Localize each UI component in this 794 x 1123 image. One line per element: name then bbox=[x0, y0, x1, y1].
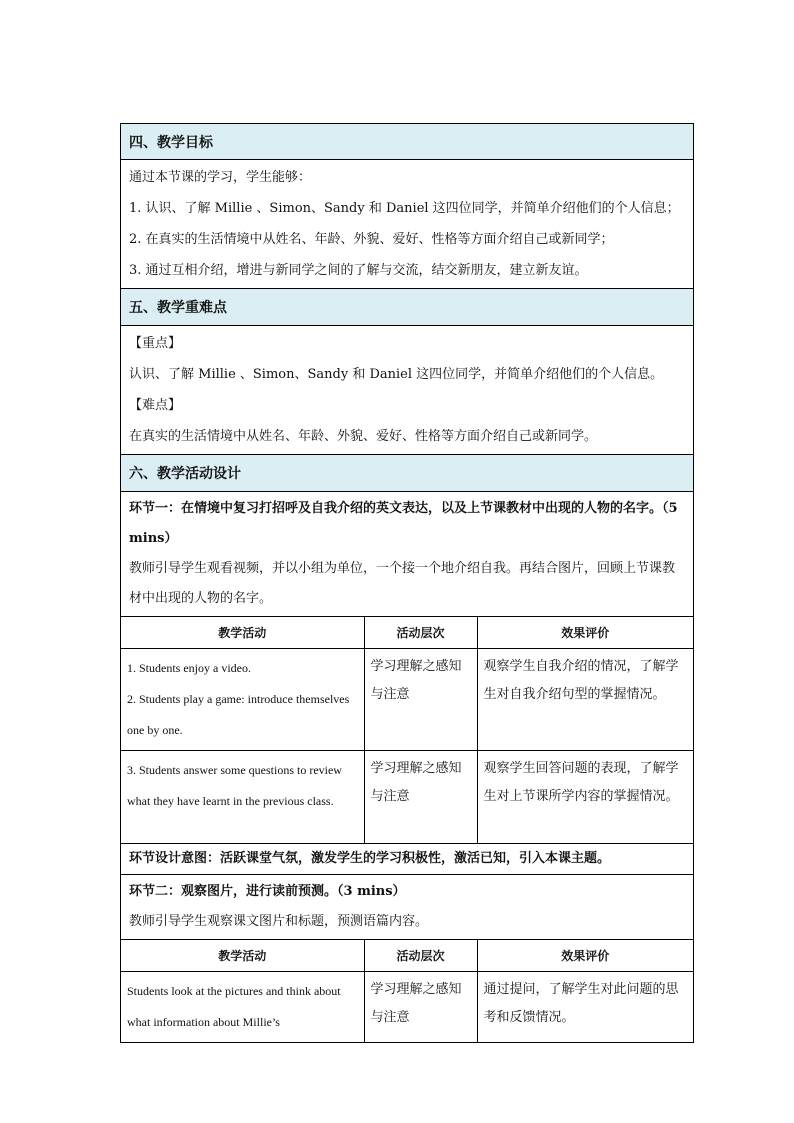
section-title: 五、教学重难点 bbox=[129, 300, 227, 316]
section-header-activities bbox=[120, 455, 694, 492]
step1-title: 环节一：在情境中复习打招呼及自我介绍的英文表达，以及上节课教材中出现的人物的名字。（5 mins） bbox=[129, 501, 678, 546]
table-row bbox=[121, 751, 693, 844]
lesson-plan-document bbox=[120, 123, 694, 1043]
difficult-label: 【难点】 bbox=[129, 398, 182, 413]
step1-activity-table bbox=[120, 617, 694, 844]
section-header-objectives bbox=[120, 123, 694, 160]
level-text: 学习理解之感知与注意 bbox=[370, 659, 462, 702]
header-evaluation: 效果评价 bbox=[477, 617, 693, 649]
key-points-block bbox=[120, 326, 694, 455]
header-level: 活动层次 bbox=[364, 940, 477, 972]
step2-block bbox=[120, 875, 694, 940]
evaluation-text: 观察学生自我介绍的情况，了解学生对自我介绍句型的掌握情况。 bbox=[483, 659, 679, 702]
objectives-block bbox=[120, 160, 694, 289]
section-header-key-points bbox=[120, 289, 694, 326]
header-evaluation: 效果评价 bbox=[477, 940, 693, 972]
step2-description: 教师引导学生观察课文图片和标题，预测语篇内容。 bbox=[129, 914, 429, 929]
section-title: 四、教学目标 bbox=[129, 134, 213, 151]
step1-description: 教师引导学生观看视频，并以小组为单位，一个接一个地介绍自我。再结合图片，回顾上节课教材中出现的人物的名字。 bbox=[129, 561, 676, 606]
difficult-text: 在真实的生活情境中从姓名、年龄、外貌、爱好、性格等方面介绍自己或新同学。 bbox=[129, 429, 598, 444]
evaluation-text: 观察学生回答问题的表现，了解学生对上节课所学内容的掌握情况。 bbox=[483, 761, 679, 804]
header-level: 活动层次 bbox=[364, 617, 477, 649]
level-text: 学习理解之感知与注意 bbox=[370, 982, 462, 1025]
intent-text: 环节设计意图：活跃课堂气氛，激发学生的学习积极性，激活已知，引入本课主题。 bbox=[129, 851, 611, 866]
step2-title: 环节二：观察图片，进行读前预测。（3 mins） bbox=[129, 884, 406, 899]
header-activity: 教学活动 bbox=[121, 617, 364, 649]
level-text: 学习理解之感知与注意 bbox=[370, 761, 462, 804]
objective-item: 2. 在真实的生活情境中从姓名、年龄、外貌、爱好、性格等方面介绍自己或新同学； bbox=[129, 232, 614, 247]
objective-item: 3. 通过互相介绍，增进与新同学之间的了解与交流，结交新朋友，建立新友谊。 bbox=[129, 263, 588, 278]
key-label: 【重点】 bbox=[129, 336, 182, 351]
section-title: 六、教学活动设计 bbox=[129, 466, 241, 482]
activity-text: 3. Students answer some questions to review what they have learnt in the previous class. bbox=[127, 763, 342, 808]
evaluation-text: 通过提问，了解学生对此问题的思考和反馈情况。 bbox=[483, 982, 679, 1025]
activity-text: Students look at the pictures and think about what information about Millie’s bbox=[127, 984, 341, 1029]
key-text: 认识、了解 Millie 、Simon、Sandy 和 Daniel 这四位同学，并简单介绍他们的个人信息。 bbox=[129, 367, 664, 382]
activity-text: 2. Students play a game: introduce themselves one by one. bbox=[127, 692, 350, 737]
activity-text: 1. Students enjoy a video. bbox=[127, 661, 251, 675]
table-row bbox=[121, 972, 693, 1043]
table-row bbox=[121, 649, 693, 751]
step1-intent bbox=[120, 844, 694, 875]
objectives-intro: 通过本节课的学习，学生能够： bbox=[129, 170, 312, 185]
step1-block bbox=[120, 492, 694, 617]
step2-activity-table bbox=[120, 940, 694, 1043]
objective-item: 1. 认识、了解 Millie 、Simon、Sandy 和 Daniel 这四位同学，并简单介绍他们的个人信息； bbox=[129, 201, 680, 216]
header-activity: 教学活动 bbox=[121, 940, 364, 972]
